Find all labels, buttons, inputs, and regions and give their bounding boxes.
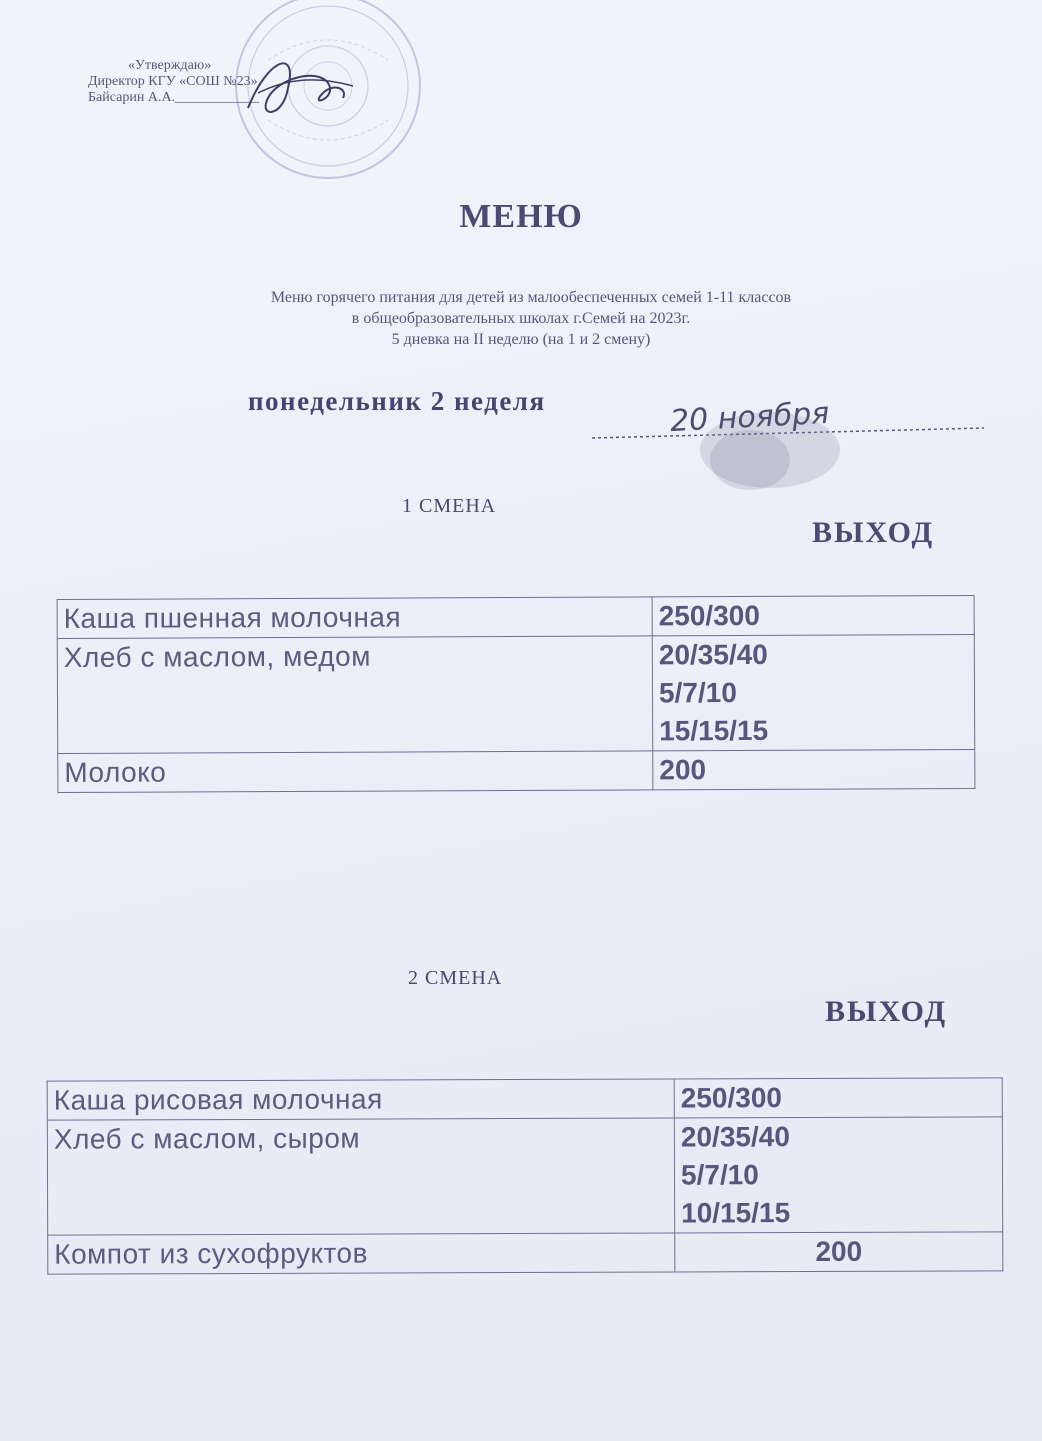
dish-output: 20/35/40 5/7/10 10/15/15 xyxy=(674,1117,1002,1233)
shift-1-output-label: ВЫХОД xyxy=(812,516,935,549)
handwritten-signature xyxy=(228,48,368,128)
dish-output: 20/35/40 5/7/10 15/15/15 xyxy=(652,635,974,751)
approval-director: Директор КГУ «СОШ №23» xyxy=(88,74,258,89)
dish-output: 200 xyxy=(653,749,975,789)
dish-output: 250/300 xyxy=(674,1078,1002,1118)
dish-name: Молоко xyxy=(58,751,653,793)
table-row xyxy=(57,596,974,639)
shift-2-output-label: ВЫХОД xyxy=(825,995,948,1028)
page-title: МЕНЮ xyxy=(459,198,583,235)
subtitle-line: в общеобразовательных школах г.Семей на 2023г. xyxy=(351,310,691,327)
dish-output: 200 xyxy=(675,1232,1003,1272)
dish-name: Хлеб с маслом, медом xyxy=(57,636,652,754)
shift-2-menu-table xyxy=(47,1077,1004,1274)
table-row xyxy=(47,1117,1002,1235)
dish-output: 250/300 xyxy=(652,596,974,636)
table-row xyxy=(57,635,974,754)
table-row xyxy=(47,1078,1002,1120)
handwritten-date: 20 ноября xyxy=(669,395,831,440)
shift-2-label: 2 СМЕНА xyxy=(408,967,503,989)
subtitle-line: 5 дневка на II неделю (на 1 и 2 смену) xyxy=(391,331,651,348)
shift-1-menu-table xyxy=(57,595,976,793)
table-row xyxy=(48,1232,1003,1274)
table-row xyxy=(58,749,975,792)
approval-name: Байсарин А.А.____________ xyxy=(88,90,260,105)
dish-name: Хлеб с маслом, сыром xyxy=(47,1118,674,1235)
approval-line: «Утверждаю» xyxy=(128,58,212,73)
dish-name: Каша пшенная молочная xyxy=(57,597,652,639)
dish-name: Компот из сухофруктов xyxy=(48,1233,675,1274)
dish-name: Каша рисовая молочная xyxy=(47,1079,674,1120)
subtitle-line: Меню горячего питания для детей из малообеспеченных семей 1-11 классов xyxy=(270,289,792,306)
shift-1-label: 1 СМЕНА xyxy=(402,495,497,517)
menu-subtitle xyxy=(0,287,1042,350)
day-label: понедельник 2 неделя xyxy=(248,386,546,416)
